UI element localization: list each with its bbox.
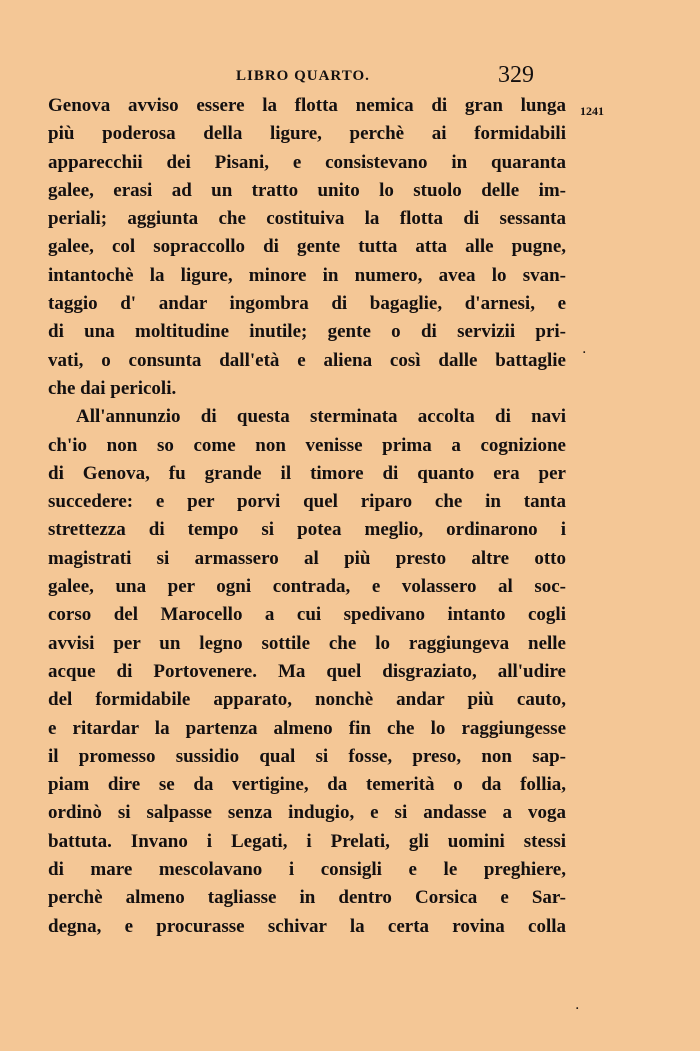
paragraph-end-line: che dai pericoli.: [48, 377, 177, 399]
text-line: succedere: e per porvi quel riparo che in tanta: [48, 491, 566, 513]
text-line: acque di Portovenere. Ma quel disgraziato, all'udire: [48, 660, 566, 682]
text-line: galee, erasi ad un tratto unito lo stuolo delle im-: [48, 179, 566, 201]
text-line: ordinò si salpasse senza indugio, e si andasse a voga: [48, 802, 566, 824]
text-line: intantochè la ligure, minore in numero, avea lo svan-: [48, 264, 566, 286]
text-line: galee, una per ogni contrada, e volassero al soc-: [48, 576, 566, 598]
text-line: perchè almeno tagliasse in dentro Corsica e Sar-: [48, 887, 566, 909]
text-line: galee, col sopraccollo di gente tutta atta alle pugne,: [48, 236, 566, 258]
text-line: più poderosa della ligure, perchè ai formidabili: [48, 123, 566, 145]
text-line: del formidabile apparato, nonchè andar più cauto,: [48, 689, 566, 711]
text-line: periali; aggiunta che costituiva la flotta di sessanta: [48, 208, 566, 230]
running-title: LIBRO QUARTO.: [236, 68, 370, 84]
margin-speck: .: [575, 997, 580, 1013]
text-line: di una moltitudine inutile; gente o di servizii pri-: [48, 321, 566, 343]
text-line: ch'io non so come non venisse prima a cognizione: [48, 434, 566, 456]
text-line: avvisi per un legno sottile che lo raggiungeva nelle: [48, 632, 566, 654]
text-line: di mare mescolavano i consigli e le preghiere,: [48, 859, 566, 881]
text-line: piam dire se da vertigine, da temerità o da follia,: [48, 774, 566, 796]
text-line: di Genova, fu grande il timore di quanto era per: [48, 462, 566, 484]
margin-year-note: 1241: [580, 104, 604, 118]
text-line: battuta. Invano i Legati, i Prelati, gli uomini stessi: [48, 830, 566, 852]
margin-speck: .: [582, 341, 587, 357]
body-text: [48, 92, 566, 941]
text-line: strettezza di tempo si potea meglio, ordinarono i: [48, 519, 566, 541]
text-line: degna, e procurasse schivar la certa rovina colla: [48, 915, 566, 937]
text-line: magistrati si armassero al più presto altre otto: [48, 547, 566, 569]
text-line: corso del Marocello a cui spedivano intanto cogli: [48, 604, 566, 626]
text-line: il promesso sussidio qual si fosse, preso, non sap-: [48, 745, 566, 767]
page-number: 329: [498, 62, 534, 88]
text-line: Genova avviso essere la flotta nemica di gran lunga: [48, 95, 566, 116]
paragraph-start-line: All'annunzio di questa sterminata accolta di navi: [76, 406, 566, 428]
text-line: taggio d' andar ingombra di bagaglie, d'arnesi, e: [48, 293, 566, 315]
text-line: vati, o consunta dall'età e aliena così dalle battaglie: [48, 349, 566, 371]
text-line: e ritardar la partenza almeno fin che lo raggiungesse: [48, 717, 566, 739]
text-line: apparecchii dei Pisani, e consistevano in quaranta: [48, 151, 566, 173]
